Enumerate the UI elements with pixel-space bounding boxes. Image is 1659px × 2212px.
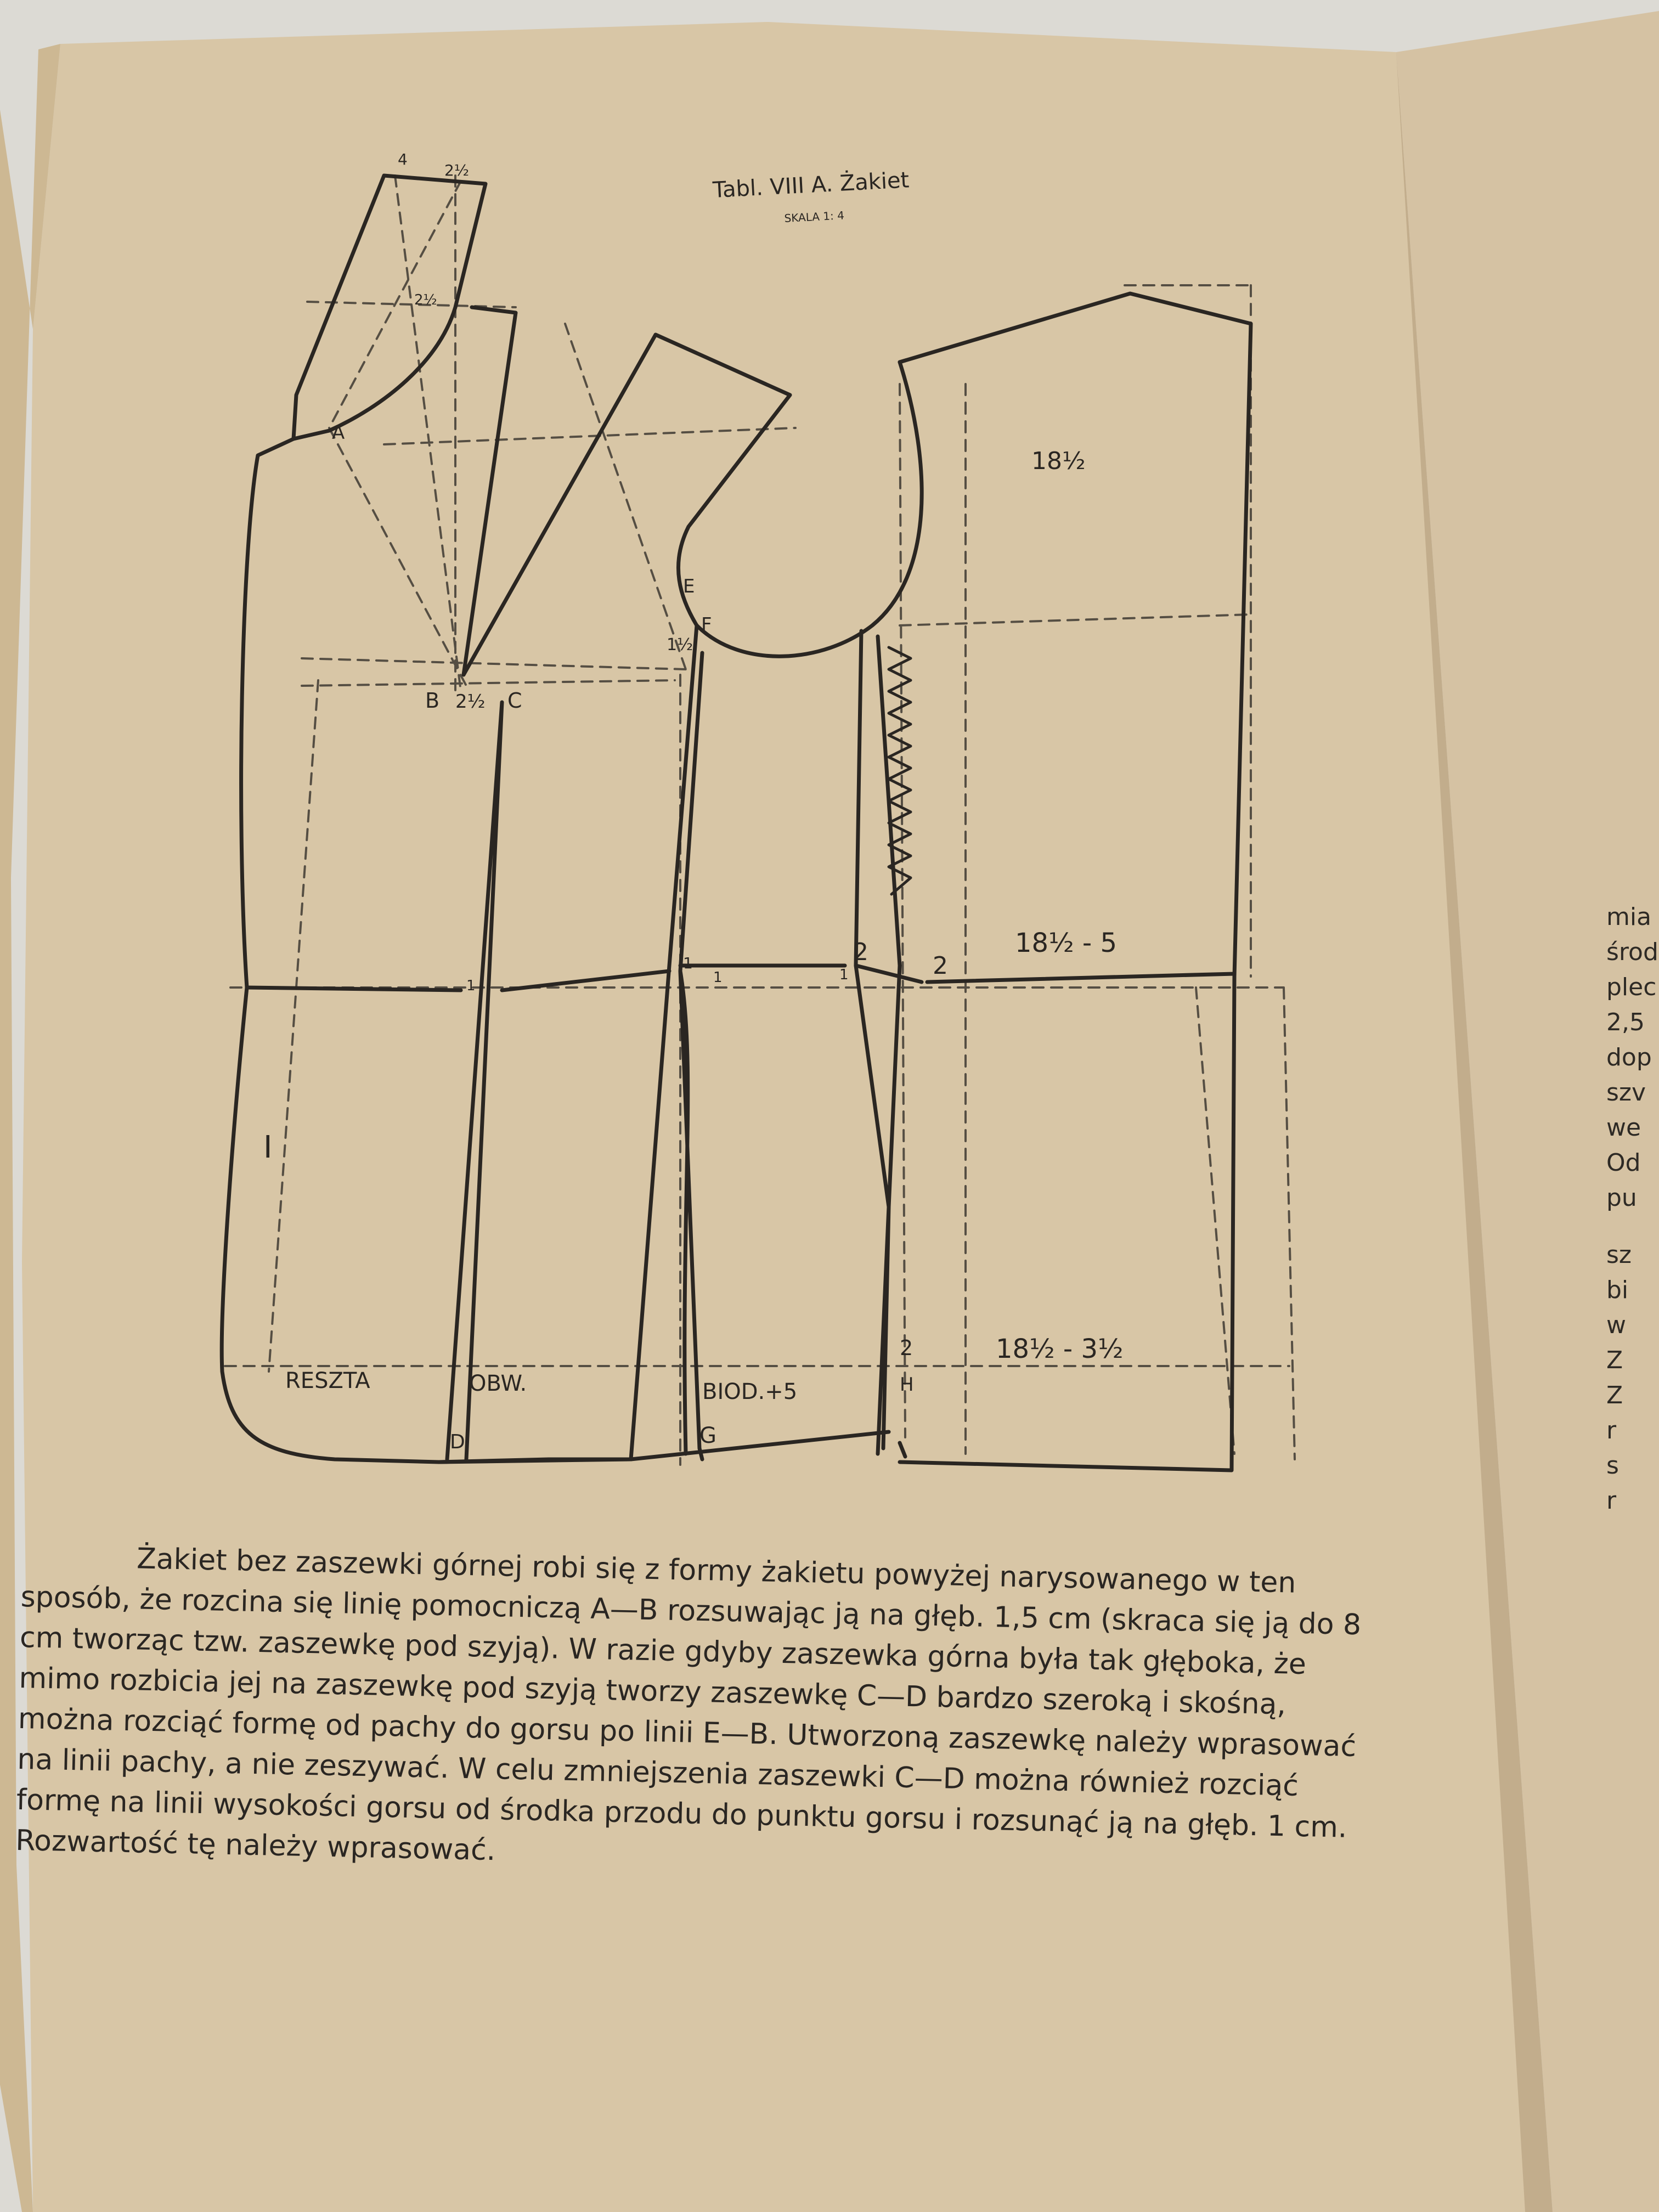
label-c: C [507, 689, 522, 713]
right-fragment: mia [1606, 903, 1652, 931]
right-fragment: środ [1606, 938, 1658, 966]
label-1-c: 1 [713, 969, 723, 986]
right-fragment: r [1606, 1417, 1617, 1444]
right-fragment: bi [1606, 1276, 1629, 1304]
label-grain: I [263, 1130, 273, 1165]
right-fragment: Z [1606, 1381, 1623, 1409]
label-2-b: 2 [933, 952, 948, 980]
label-d: D [450, 1431, 465, 1453]
description-paragraph [15, 1536, 1366, 1889]
right-fragment: 2,5 [1606, 1008, 1645, 1036]
label-reszta: RESZTA [285, 1368, 370, 1393]
right-page-text [1606, 900, 1658, 1519]
label-1-a: 1 [466, 978, 476, 994]
label-2-a: 2 [853, 938, 868, 966]
diagram-title: Tabl. VIII A. Żakiet [712, 167, 910, 203]
label-2-5-bc: 2½ [455, 691, 486, 713]
label-back-width: 18½ [1031, 447, 1086, 475]
label-a: A [332, 422, 345, 444]
label-e: E [683, 575, 695, 597]
label-2-hip: 2 [900, 1336, 913, 1360]
label-back-hip: 18½ - 3½ [996, 1334, 1124, 1364]
right-fragment: r [1606, 1487, 1617, 1515]
label-f: F [701, 614, 712, 636]
right-fragment: plec [1606, 973, 1657, 1001]
right-fragment: szv [1606, 1079, 1646, 1107]
right-fragment: we [1606, 1114, 1641, 1142]
label-g: G [699, 1423, 716, 1448]
right-fragment: w [1606, 1311, 1626, 1339]
right-fragment: sz [1606, 1241, 1632, 1269]
label-biod: BIOD.+5 [702, 1379, 798, 1404]
label-b: B [425, 689, 440, 713]
right-fragment: Od [1606, 1149, 1641, 1177]
label-4: 4 [398, 150, 408, 168]
label-back-waist: 18½ - 5 [1015, 928, 1117, 958]
label-obw: OBW. [469, 1371, 527, 1396]
diagram-scale: SKALA 1: 4 [784, 208, 845, 225]
right-fragment: s [1606, 1452, 1619, 1480]
label-1-5: 1½ [667, 635, 693, 654]
label-1-b: 1 [683, 954, 693, 972]
right-fragment: Z [1606, 1346, 1623, 1374]
right-fragment: dop [1606, 1043, 1652, 1071]
label-2-5-yoke: 2½ [414, 292, 437, 308]
right-fragment: pu [1606, 1184, 1637, 1212]
label-h: H [900, 1374, 914, 1396]
label-2-5-top: 2½ [444, 161, 469, 179]
label-1-d: 1 [839, 967, 849, 983]
paragraph-text: Żakiet bez zaszewki górnej robi się z formy żakietu powyżej narysowanego w ten sposób, że rozcina się linię pomocniczą A—B rozsuwając ją na głęb. 1,5 cm (skraca się ją do 8 cm tworząc tzw. zaszewkę pod szyją). W razie gdyby zaszewka górna była tak głęboka, że mimo rozbicia jej na zaszewkę pod szyją tworzy zaszewkę C—D bardzo szeroką i skośną, można rozciąć formę od pachy do gorsu po linii E—B. Utworzoną zaszewkę należy wprasować na linii pachy, a nie zeszywać. W celu zmniejszenia zaszewki C—D można również rozciąć formę na linii wysokości gorsu od środka przodu do punktu gorsu i rozsunąć ją na głęb. 1 cm. Rozwartość tę należy wprasować. [15, 1542, 1362, 1867]
